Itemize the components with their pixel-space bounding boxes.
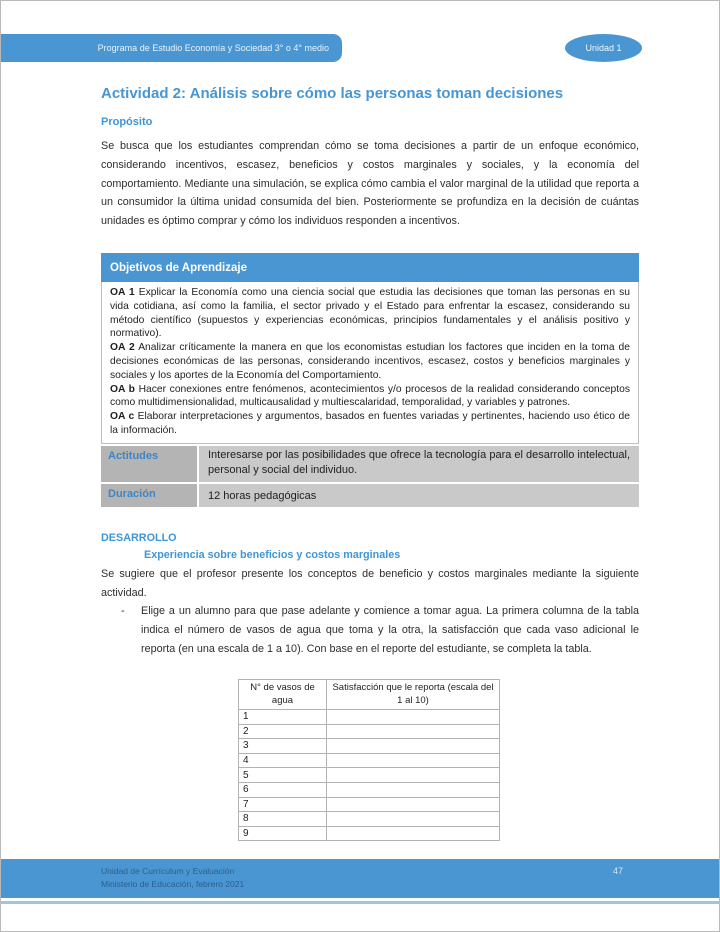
- row-number-cell: 9: [239, 826, 327, 841]
- program-badge-label: Programa de Estudio Economía y Sociedad 3° o 4° medio: [97, 43, 329, 53]
- development-heading: DESARROLLO: [101, 532, 177, 544]
- development-subheading: Experiencia sobre beneficios y costos marginales: [144, 549, 401, 561]
- unit-badge-label: Unidad 1: [585, 43, 622, 53]
- row-number-cell: 7: [239, 797, 327, 812]
- oa-item-2-code: OA 2: [110, 342, 135, 354]
- row-number-cell: 6: [239, 782, 327, 797]
- oa-item-1-code: OA 1: [110, 287, 135, 298]
- row-value-cell: [327, 782, 500, 797]
- water-table-row: [239, 768, 500, 783]
- row-value-cell: [327, 826, 500, 841]
- water-table: [238, 679, 500, 841]
- row-value-cell: [327, 739, 500, 754]
- water-table-header-row: [239, 680, 500, 710]
- row-number-cell: 8: [239, 812, 327, 827]
- water-table-row: [239, 710, 500, 725]
- footer-underline: [1, 901, 720, 904]
- objectives-table-header: [101, 253, 639, 282]
- purpose-paragraph: Se busca que los estudiantes comprendan cómo se toma decisiones a partir de un enfoque económico, considerando incentivos, escasez, beneficios y costos marginales y sociales, y la economía del comportamiento. Mediante una simulación, se explica cómo cambia el valor marginal de la utilidad que reporta a un consumidor la última unidad consumida del bien. Posteriormente se profundiza en la decisión de cuántas unidades es óptimo comprar y cómo los individuos responden a incentivos.: [101, 140, 639, 228]
- activity-title: Actividad 2: Análisis sobre cómo las personas toman decisiones: [101, 85, 564, 102]
- oa-item-3-code: OA b: [110, 383, 135, 395]
- row-number-cell: 5: [239, 768, 327, 783]
- oa-item-3: [110, 384, 630, 409]
- development-intro: Se sugiere que el profesor presente los conceptos de beneficio y costos marginales mediante la siguiente actividad.: [101, 568, 639, 599]
- footer-organization: [101, 865, 244, 890]
- oa-item-1-text: Explicar la Economía como una ciencia social que estudia las decisiones que toman las personas en su vida cotidiana, así como la familia, el sector privado y el Estado para enfrentar la escasez, considerando su método científico (supuestos y experiencias económicas, principios fundamentales y el análisis positivo y normativo).: [110, 287, 631, 340]
- footer-org-line1: Unidad de Currículum y Evaluación: [101, 866, 235, 876]
- water-table-row: [239, 753, 500, 768]
- row-number-cell: 2: [239, 724, 327, 739]
- water-table-row: [239, 797, 500, 812]
- footer-bar: [1, 859, 720, 898]
- row-number-cell: 4: [239, 753, 327, 768]
- objectives-table: [101, 253, 639, 507]
- water-table-header-col1: N° de vasos de agua: [239, 680, 327, 710]
- water-table-row: [239, 739, 500, 754]
- oa-item-4: [110, 411, 630, 436]
- water-table-row: [239, 782, 500, 797]
- row-value-cell: [327, 797, 500, 812]
- bullet-item: [101, 602, 639, 658]
- row-value-cell: [327, 812, 500, 827]
- oa-item-2-text: Analizar críticamente la manera en que los economistas estudian los factores que inciden en la toma de decisiones económicas de las personas, considerando incentivos, escasez, costos y beneficios marginales y sociales y los aportes de la Economía del Comportamiento.: [110, 342, 631, 381]
- program-badge: [1, 34, 342, 62]
- row-value-cell: [327, 724, 500, 739]
- attitudes-row: [101, 446, 639, 482]
- attitudes-label: Actitudes: [101, 446, 197, 482]
- water-table-row: [239, 812, 500, 827]
- oa-item-4-code: OA c: [110, 411, 135, 423]
- water-table-header-col2: Satisfacción que le reporta (escala del 1 al 10): [327, 680, 500, 710]
- unit-badge: [565, 34, 642, 62]
- duration-text: 12 horas pedagógicas: [199, 484, 639, 508]
- bullet-marker: -: [121, 605, 125, 617]
- oa-item-1: [110, 287, 630, 339]
- objectives-table-header-label: Objetivos de Aprendizaje: [110, 261, 247, 274]
- water-table-row: [239, 724, 500, 739]
- bullet-text: Elige a un alumno para que pase adelante y comience a tomar agua. La primera columna de la tabla indica el número de vasos de agua que toma y la otra, la satisfacción que cada vaso adicional le reporta (en una escala de 1 a 10). Con base en el reporte del estudiante, se completa la tabla.: [141, 605, 639, 655]
- page-number: 47: [613, 866, 624, 876]
- row-value-cell: [327, 753, 500, 768]
- duration-label: Duración: [101, 484, 197, 508]
- water-table-row: [239, 826, 500, 841]
- row-value-cell: [327, 710, 500, 725]
- footer-org-line2: Ministerio de Educación, febrero 2021: [101, 878, 245, 889]
- oa-item-4-text: Elaborar interpretaciones y argumentos, basados en fuentes variadas y pertinentes, haciendo uso ético de la información.: [110, 411, 631, 436]
- duration-row: [101, 484, 639, 508]
- row-number-cell: 1: [239, 710, 327, 725]
- row-number-cell: 3: [239, 739, 327, 754]
- objectives-table-body: [101, 282, 639, 444]
- attitudes-text: Interesarse por las posibilidades que ofrece la tecnología para el desarrollo intelectual, personal y social del individuo.: [199, 446, 639, 482]
- row-value-cell: [327, 768, 500, 783]
- oa-item-2: [110, 342, 630, 381]
- oa-item-3-text: Hacer conexiones entre fenómenos, acontecimientos y/o procesos de la realidad considerando conceptos como multidimensionalidad, multicausalidad y multiescalaridad, temporalidad, y variables y patrones.: [110, 383, 630, 409]
- purpose-heading: Propósito: [101, 116, 153, 128]
